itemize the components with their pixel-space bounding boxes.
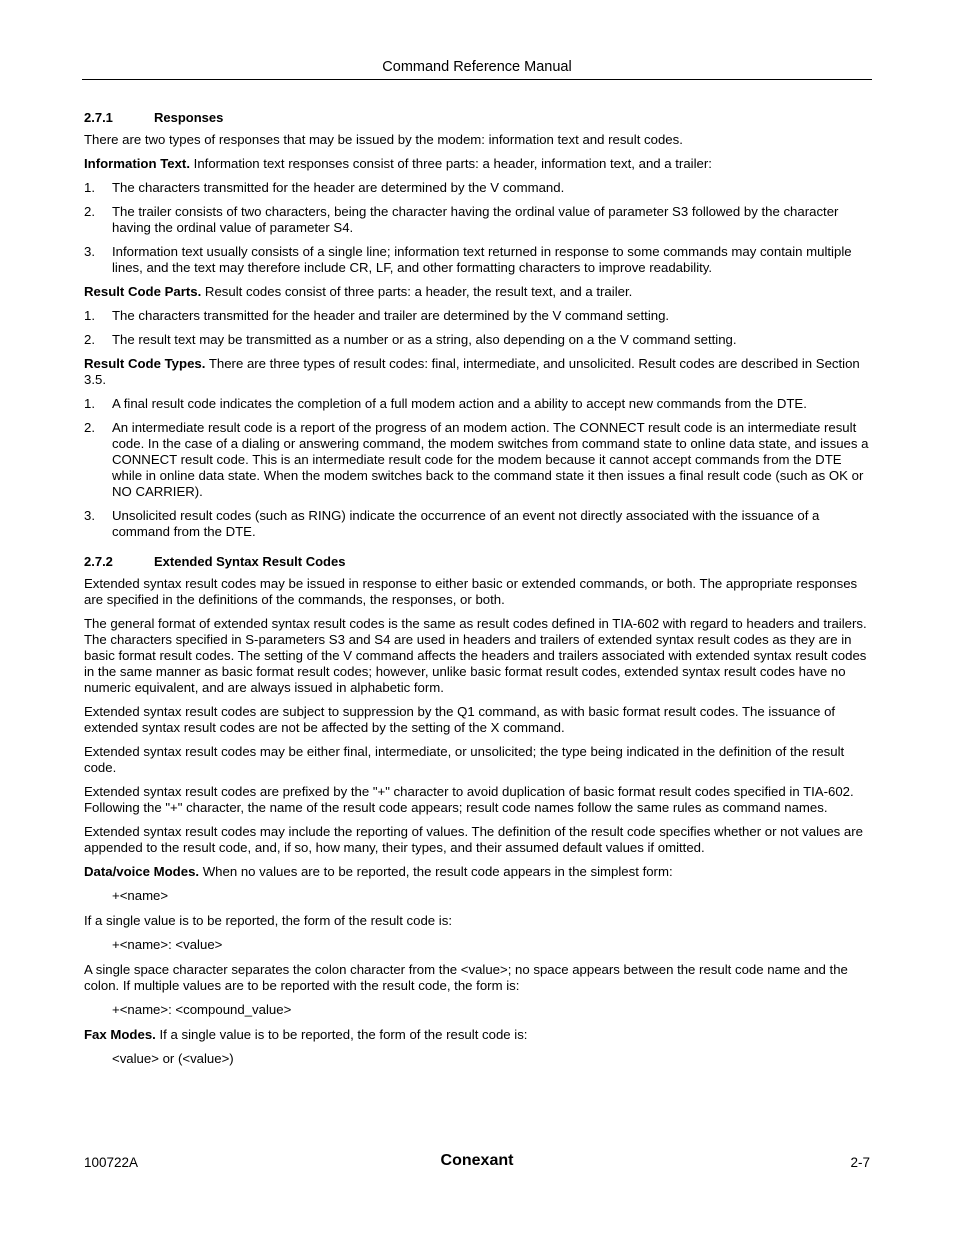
paragraph-text: Result codes consist of three parts: a header, the result text, and a trailer. (201, 284, 633, 299)
section-number: 2.7.1 (84, 110, 113, 125)
list-item-number: 1. (84, 180, 95, 195)
section-heading-extended-syntax (84, 554, 870, 570)
paragraph-text: If a single value is to be reported, the form of the result code is: (155, 1027, 528, 1042)
information-text-paragraph (84, 156, 870, 172)
list-item (84, 180, 870, 196)
paragraph-text: There are three types of result codes: final, intermediate, and unsolicited. Result codes are described in Section 3.5. (84, 356, 860, 387)
page-content (84, 110, 870, 1076)
run-in-heading: Result Code Parts. (84, 284, 202, 299)
section-title: Extended Syntax Result Codes (154, 554, 346, 569)
list-item-number: 1. (84, 396, 95, 411)
information-text-list (84, 180, 870, 276)
list-item-text: A final result code indicates the completion of a full modem action and a ability to accept new commands from the DTE. (112, 396, 807, 411)
section-title: Responses (154, 110, 224, 125)
list-item-text: An intermediate result code is a report of the progress of an modem action. The CONNECT result code is an intermediate result code. In the case of a dialing or answering command, the modem switches from command state to online data state, and issues a CONNECT result code. This is an intermediate result code for the modem because it cannot accept commands from the DTE while in online data state. When the modem switches back to the command state it then issues a final result code (such as OK or NO CARRIER). (112, 420, 869, 499)
list-item (84, 204, 870, 236)
page-number: 2-7 (850, 1155, 870, 1170)
single-value-paragraph: If a single value is to be reported, the form of the result code is: (84, 913, 452, 928)
list-item (84, 420, 870, 500)
paragraph-text: When no values are to be reported, the result code appears in the simplest form: (199, 864, 673, 879)
header-rule (82, 79, 872, 80)
result-code-parts-paragraph (84, 284, 870, 300)
list-item (84, 396, 870, 412)
list-item-text: Information text usually consists of a single line; information text returned in response to some commands may contain multiple lines, and the text may therefore include CR, LF, and other formatting characters to improve readability. (112, 244, 852, 275)
section-heading-responses (84, 110, 870, 126)
extended-paragraph-1: Extended syntax result codes may be issued in response to either basic or extended commands, or both. The appropriate responses are specified in the definitions of the commands, the responses, or both. (84, 576, 858, 607)
code-example-compound-value: +<name>: <compound_value> (112, 1002, 292, 1017)
document-number: 100722A (84, 1155, 139, 1170)
list-item-number: 3. (84, 508, 95, 523)
run-in-heading: Data/voice Modes. (84, 864, 200, 879)
list-item-number: 2. (84, 420, 95, 435)
extended-paragraph-2: The general format of extended syntax result codes is the same as result codes defined in TIA-602 with regard to headers and trailers. The characters specified in S-parameters S3 and S4 are used in headers and trailers of extended syntax result codes as they are in basic format result codes. The setting of the V command affects the headers and trailers associated with extended syntax result codes in the same manner as basic format result codes; however, unlike basic format result codes, extended syntax result codes have no numeric equivalent, and are always issued in alphabetic form. (84, 616, 867, 695)
extended-paragraph-5: Extended syntax result codes are prefixed by the "+" character to avoid duplication of basic format result codes specified in TIA-602. Following the "+" character, the name of the result code appears; result code names follow the same rules as command names. (84, 784, 854, 815)
data-voice-modes-paragraph (84, 864, 870, 880)
list-item-number: 2. (84, 204, 95, 219)
section-number: 2.7.2 (84, 554, 113, 569)
list-item-text: Unsolicited result codes (such as RING) indicate the occurrence of an event not directly associated with the issuance of a command from the DTE. (112, 508, 820, 539)
company-brand: Conexant (440, 1152, 514, 1169)
list-item-text: The characters transmitted for the header are determined by the V command. (112, 180, 565, 195)
code-example-name-value: +<name>: <value> (112, 937, 223, 952)
result-code-types-list (84, 396, 870, 540)
extended-paragraph-4: Extended syntax result codes may be either final, intermediate, or unsolicited; the type being indicated in the definition of the result code. (84, 744, 845, 775)
list-item-number: 3. (84, 244, 95, 259)
extended-paragraph-3: Extended syntax result codes are subject to suppression by the Q1 command, as with basic format result codes. The issuance of extended syntax result codes are not be affected by the setting of the X command. (84, 704, 836, 735)
running-header-title: Command Reference Manual (382, 59, 572, 75)
run-in-heading: Result Code Types. (84, 356, 206, 371)
result-code-types-paragraph (84, 356, 870, 388)
list-item-text: The trailer consists of two characters, being the character having the ordinal value of parameter S3 followed by the character having the ordinal value of parameter S4. (112, 204, 839, 235)
list-item-text: The result text may be transmitted as a number or as a string, also depending on a the V command setting. (112, 332, 737, 347)
run-in-heading: Fax Modes. (84, 1027, 156, 1042)
list-item (84, 244, 870, 276)
list-item-number: 2. (84, 332, 95, 347)
paragraph-text: Information text responses consist of three parts: a header, information text, and a trailer: (190, 156, 712, 171)
list-item-number: 1. (84, 308, 95, 323)
list-item (84, 308, 870, 324)
responses-intro: There are two types of responses that may be issued by the modem: information text and result codes. (84, 132, 683, 147)
code-example-name: +<name> (112, 888, 169, 903)
run-in-heading: Information Text. (84, 156, 190, 171)
list-item (84, 508, 870, 540)
result-code-parts-list (84, 308, 870, 348)
fax-modes-paragraph (84, 1027, 870, 1043)
space-separator-paragraph: A single space character separates the colon character from the <value>; no space appears between the result code name and the colon. If multiple values are to be reported with the result code, the form is: (84, 962, 848, 993)
extended-paragraph-6: Extended syntax result codes may include the reporting of values. The definition of the result code specifies whether or not values are appended to the result code, and, if so, how many, their types, and their assumed default values if omitted. (84, 824, 863, 855)
list-item-text: The characters transmitted for the header and trailer are determined by the V command setting. (112, 308, 670, 323)
list-item (84, 332, 870, 348)
code-example-fax-value: <value> or (<value>) (112, 1051, 234, 1066)
